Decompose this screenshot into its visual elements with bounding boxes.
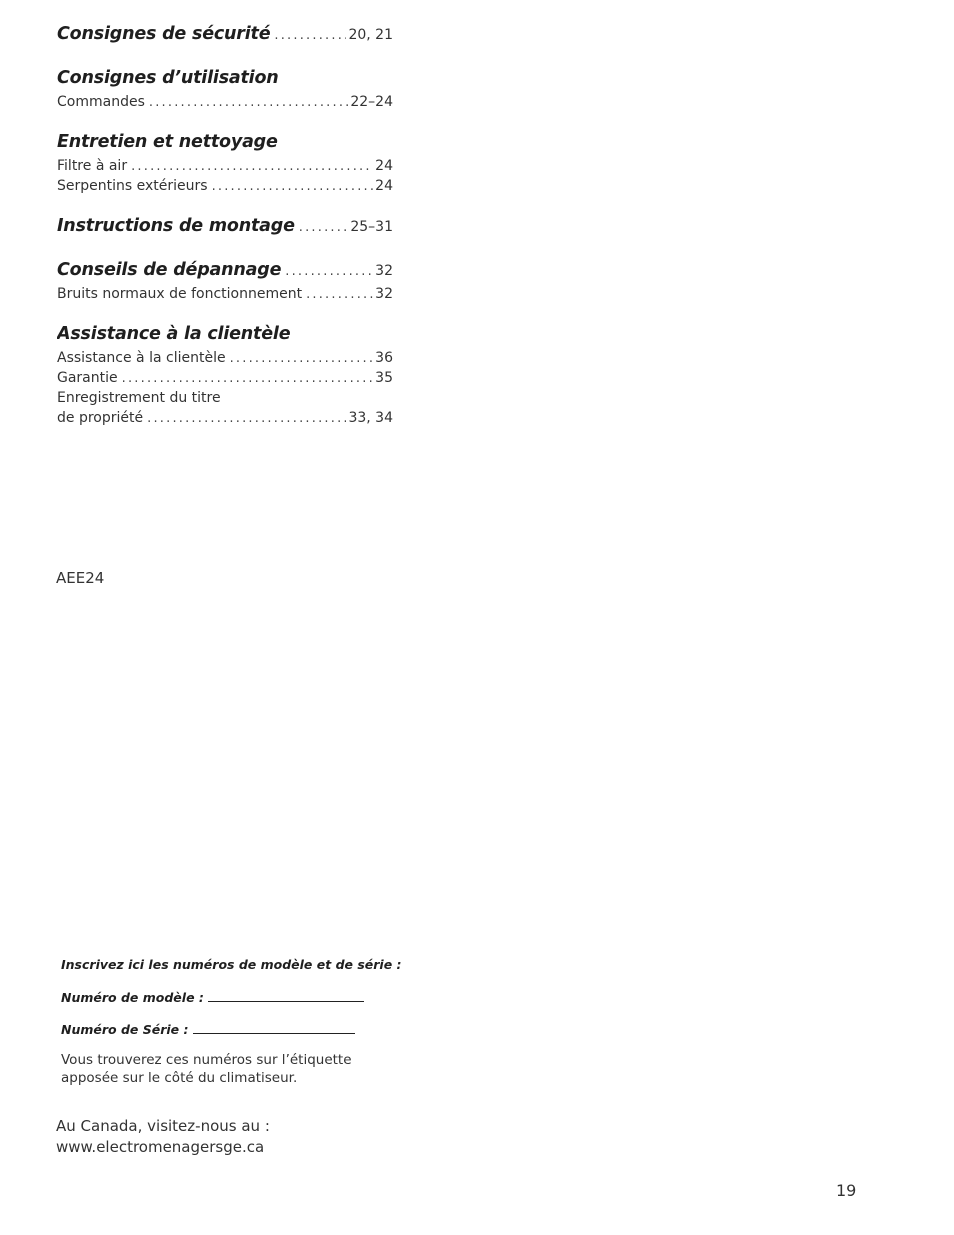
toc-heading-row[interactable] [57, 132, 393, 158]
toc-entry[interactable] [57, 178, 393, 198]
toc-section [57, 324, 393, 430]
toc-entry-label: Assistance à la clientèle [57, 350, 226, 366]
toc-heading-row[interactable] [57, 68, 393, 94]
model-code: AEE24 [56, 569, 105, 587]
toc-section [57, 216, 393, 242]
toc-entry[interactable] [57, 350, 393, 370]
leader-dots [274, 28, 346, 43]
toc-entry-label: Filtre à air [57, 158, 128, 174]
toc-entry[interactable] [57, 286, 393, 306]
leader-dots [230, 351, 374, 366]
leader-dots [149, 95, 348, 110]
toc-page-ref: 25–31 [350, 219, 393, 235]
leader-dots [147, 411, 346, 426]
leader-dots [299, 220, 349, 235]
toc-entry-page-ref: 24 [375, 158, 393, 174]
toc-page-ref: 20, 21 [348, 27, 393, 43]
toc-heading-row[interactable] [57, 216, 393, 242]
register-note-line1: Vous trouverez ces numéros sur l’étiquette [61, 1052, 352, 1068]
toc-heading: Assistance à la clientèle [57, 324, 291, 344]
toc-entry-label: Commandes [57, 94, 145, 110]
toc-heading: Instructions de montage [57, 216, 295, 236]
serial-number-line [61, 1021, 441, 1053]
toc-heading: Consignes de sécurité [57, 24, 271, 44]
toc-entry-page-ref: 24 [375, 178, 393, 194]
toc-entry[interactable] [57, 158, 393, 178]
serial-number-blank [193, 1021, 355, 1034]
canada-visit-note [56, 1116, 270, 1158]
toc-entry-label: de propriété [57, 410, 144, 426]
toc-section [57, 68, 393, 114]
toc-heading: Consignes d’utilisation [57, 68, 279, 88]
register-note [61, 1051, 441, 1087]
website-link[interactable]: www.electromenagersge.ca [56, 1138, 265, 1156]
visit-text: Au Canada, visitez-nous au : [56, 1117, 270, 1135]
toc-section [57, 260, 393, 306]
model-number-line [61, 989, 441, 1021]
toc-heading-row[interactable] [57, 260, 393, 286]
register-intro: Inscrivez ici les numéros de modèle et de série : [61, 957, 402, 972]
leader-dots [212, 179, 374, 194]
toc-heading: Entretien et nettoyage [57, 132, 278, 152]
toc-heading: Conseils de dépannage [57, 260, 282, 280]
register-note-line2: apposée sur le côté du climatiseur. [61, 1070, 298, 1086]
toc-entry [57, 390, 393, 410]
serial-number-label: Numéro de Série : [61, 1022, 189, 1037]
toc-entry-page-ref: 22–24 [350, 94, 393, 110]
toc-heading-row[interactable] [57, 324, 393, 350]
leader-dots [131, 159, 373, 174]
toc-entry[interactable] [57, 410, 393, 430]
toc-page-ref: 32 [375, 263, 393, 279]
toc-entry-label: Serpentins extérieurs [57, 178, 208, 194]
toc-section [57, 132, 393, 198]
toc-entry-page-ref: 33, 34 [348, 410, 393, 426]
toc-entry-label: Bruits normaux de fonctionnement [57, 286, 303, 302]
page-number: 19 [836, 1181, 857, 1200]
toc-section [57, 24, 393, 50]
table-of-contents [57, 24, 393, 448]
model-number-blank [208, 989, 364, 1002]
toc-heading-row[interactable] [57, 24, 393, 50]
leader-dots [285, 264, 373, 279]
toc-entry[interactable] [57, 94, 393, 114]
model-serial-register [61, 957, 441, 1087]
model-number-label: Numéro de modèle : [61, 990, 204, 1005]
toc-entry-label: Enregistrement du titre [57, 390, 221, 406]
leader-dots [122, 371, 374, 386]
toc-entry-page-ref: 32 [375, 286, 393, 302]
toc-entry-page-ref: 35 [375, 370, 393, 386]
leader-dots [306, 287, 373, 302]
toc-entry[interactable] [57, 370, 393, 390]
toc-entry-page-ref: 36 [375, 350, 393, 366]
toc-entry-label: Garantie [57, 370, 118, 386]
